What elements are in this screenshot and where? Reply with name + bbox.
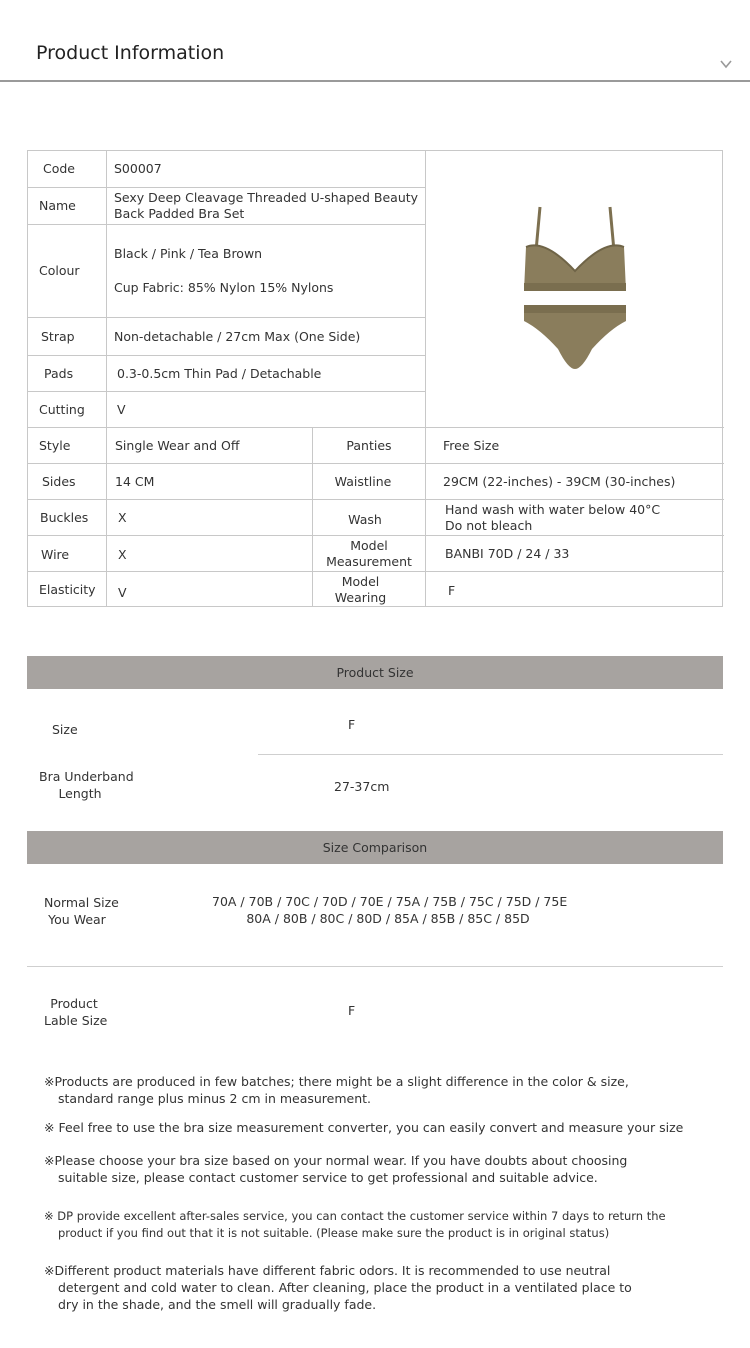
product-lable-size-label-line2: Lable Size [44,1013,108,1028]
normal-size-label [44,894,119,928]
name-value-line1: Sexy Deep Cleavage Threaded U-shaped Beauty [114,190,419,205]
note-after-sales-line2: product if you find out that it is not suitable. (Please make sure the product is in original status) [58,1226,610,1240]
buckles-value: X [118,509,127,525]
cutting-label: Cutting [39,401,85,417]
note-batches-line1: ※Products are produced in few batches; there might be a slight difference in the color & size, [44,1074,629,1089]
wire-label: Wire [41,547,70,562]
wash-label: Wash [348,511,382,527]
product-image [426,151,724,427]
style-value: Single Wear and Off [115,437,240,453]
note-fabric-odors-line2: detergent and cold water to clean. After cleaning, place the product in a ventilated place to [58,1280,632,1295]
elasticity-label: Elasticity [39,581,96,597]
model-wearing-label-line1: Model [341,573,380,589]
product-lable-size-label-line1: Product [50,996,98,1011]
product-size-divider [258,754,723,755]
sides-value: 14 CM [115,473,155,489]
sides-label: Sides [42,473,76,489]
panties-label: Panties [346,437,392,453]
waistline-value: 29CM (22-inches) - 39CM (30-inches) [443,473,676,489]
spec-table [27,150,723,607]
page-title: Product Information [36,42,225,64]
elasticity-value: V [118,584,127,600]
normal-size-values-line2: 80A / 80B / 80C / 80D / 85A / 85B / 85C / 85D [246,911,530,926]
underband-label [39,768,134,802]
note-choose-size [44,1152,684,1186]
note-converter [44,1119,684,1136]
size-value: F [348,717,356,732]
model-wearing-label-line2: Wearing [334,589,387,605]
colour-value-line2: Cup Fabric: 85% Nylon 15% Nylons [114,280,334,295]
colour-label: Colour [39,263,80,278]
wash-value-line1: Hand wash with water below 40°C [445,501,661,517]
normal-size-label-line1: Normal Size [44,895,119,910]
underband-label-line2: Length [58,786,102,801]
size-comparison-header: Size Comparison [27,831,723,864]
cutting-value: V [117,401,126,417]
model-measurement-label-line2: Measurement [326,553,412,569]
chevron-down-icon[interactable] [719,57,733,71]
bra-set-image [510,199,640,379]
pads-label: Pads [44,365,74,381]
model-wearing-label [313,572,408,607]
note-fabric-odors-line1: ※Different product materials have different fabric odors. It is recommended to use neutral [44,1263,611,1278]
style-label: Style [39,437,71,453]
strap-label: Strap [41,328,75,344]
model-wearing-value: F [448,582,456,598]
pads-value: 0.3-0.5cm Thin Pad / Detachable [117,365,322,381]
underband-value: 27-37cm [334,779,390,794]
note-converter-line: ※ Feel free to use the bra size measurement converter, you can easily convert and measure your size [44,1120,684,1135]
product-lable-size-value: F [348,1003,356,1018]
size-comparison-divider [27,966,723,967]
code-value: S00007 [114,161,162,176]
buckles-label: Buckles [40,509,89,525]
note-choose-size-line2: suitable size, please contact customer service to get professional and suitable advice. [58,1170,598,1185]
colour-value [107,225,425,317]
note-batches [44,1073,684,1107]
product-lable-size-label [44,995,108,1029]
name-value-line2: Back Padded Bra Set [114,206,245,221]
note-fabric-odors-line3: dry in the shade, and the smell will gradually fade. [58,1297,377,1312]
panties-value: Free Size [443,437,500,453]
size-label: Size [52,722,78,737]
note-choose-size-line1: ※Please choose your bra size based on your normal wear. If you have doubts about choosing [44,1153,628,1168]
name-label: Name [39,198,76,213]
wire-value: X [118,547,127,562]
wash-value-line2: Do not bleach [445,517,533,533]
note-after-sales-line1: ※ DP provide excellent after-sales service, you can contact the customer service within 7 days to return the [44,1209,666,1223]
normal-size-label-line2: You Wear [48,912,106,927]
normal-size-values [212,893,568,927]
note-fabric-odors [44,1262,684,1313]
normal-size-values-line1: 70A / 70B / 70C / 70D / 70E / 75A / 75B / 75C / 75D / 75E [212,894,568,909]
page-header [0,0,750,82]
product-size-header: Product Size [27,656,723,689]
model-measurement-value: BANBI 70D / 24 / 33 [445,545,570,561]
note-after-sales [44,1208,684,1242]
wash-value [438,500,724,535]
name-value [107,188,425,224]
colour-value-line1: Black / Pink / Tea Brown [114,246,263,261]
code-label: Code [43,161,76,176]
model-measurement-label-line1: Model [350,537,388,553]
model-measurement-label [313,536,425,571]
underband-label-line1: Bra Underband [39,769,134,784]
strap-value: Non-detachable / 27cm Max (One Side) [114,328,361,344]
note-batches-line2: standard range plus minus 2 cm in measurement. [58,1091,372,1106]
waistline-label: Waistline [334,473,392,489]
